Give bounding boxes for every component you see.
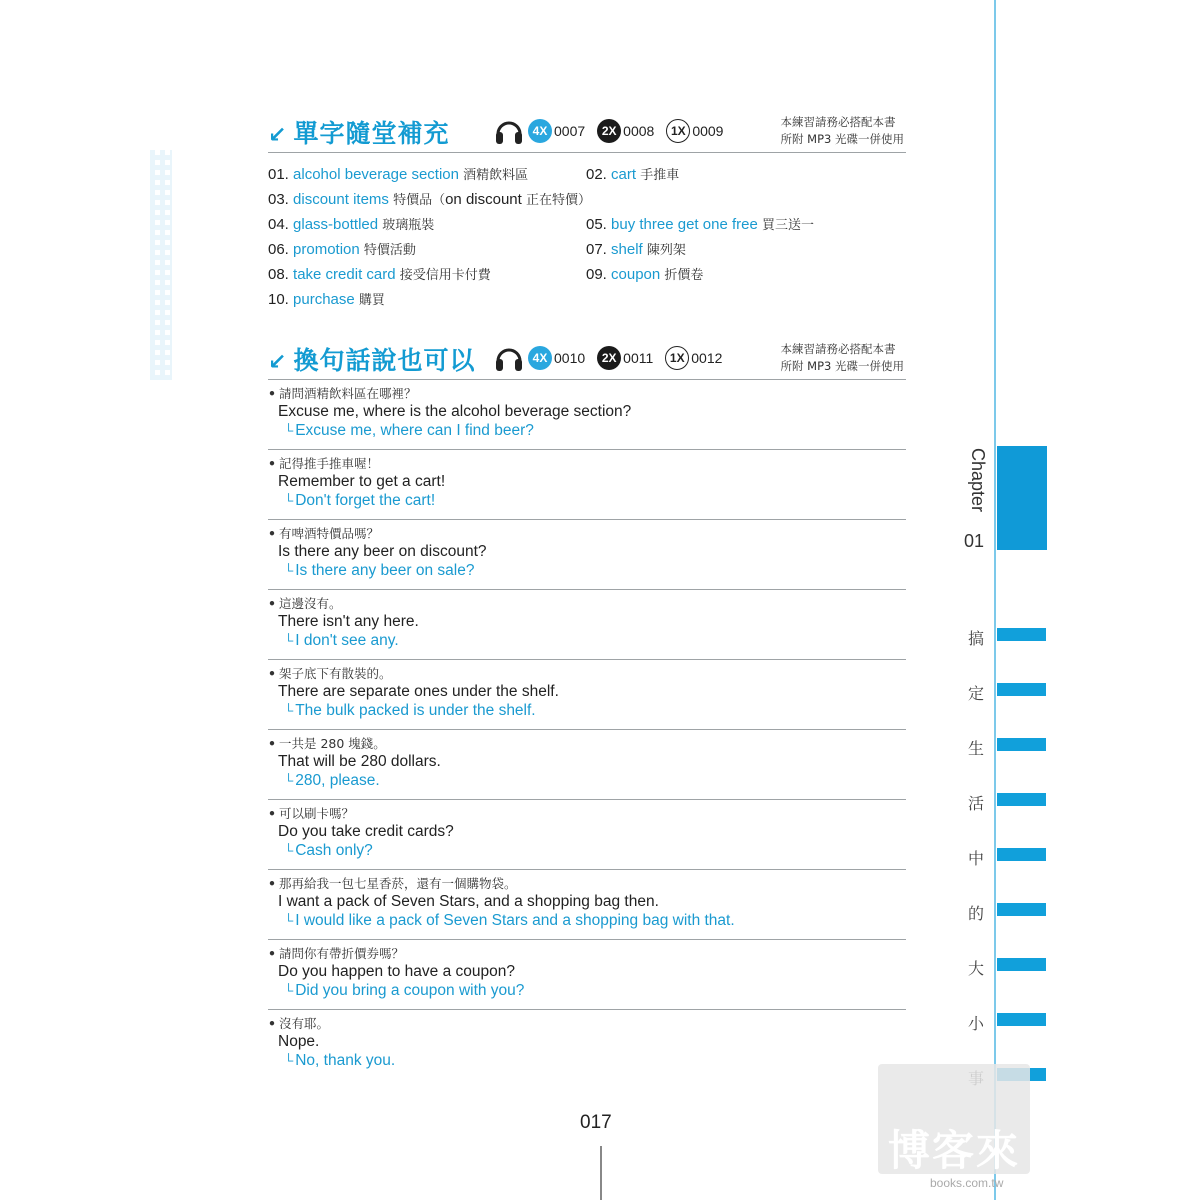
vocab-item: 02. cart 手推車 (586, 166, 680, 183)
chapter-tab-stripe (997, 903, 1046, 916)
chapter-title-char: 搞 (967, 629, 984, 648)
decorative-dot-pattern (150, 150, 172, 380)
speed-4x-badge: 4X (528, 119, 552, 143)
page-number: 017 (580, 1112, 612, 1133)
phrase-item: • 可以刷卡嗎？ Do you take credit cards? └ Cash only? (268, 800, 906, 870)
mp3-note: 本練習請務必搭配本書 所附 MP3 光碟一併使用 (780, 342, 904, 373)
track-1x[interactable] (666, 119, 723, 143)
chapter-tab-stripe (997, 848, 1046, 861)
audio-tracks (494, 343, 734, 373)
track-4x[interactable] (528, 346, 585, 370)
track-4x[interactable] (528, 119, 585, 143)
chapter-tab-stripe (997, 1013, 1046, 1026)
corner-arrow-icon: └ (284, 493, 294, 508)
spine-line (994, 0, 996, 1200)
phrase-item: • 一共是 280 塊錢。 That will be 280 dollars. └ 280, please. (268, 730, 906, 800)
chapter-number: 01 (964, 531, 985, 551)
speed-1x-badge: 1X (665, 346, 689, 370)
chapter-tab-stripe (997, 683, 1046, 696)
track-code: 0009 (692, 123, 724, 139)
speed-1x-badge: 1X (666, 119, 690, 143)
chapter-title-char: 小 (967, 1014, 984, 1033)
bullet-icon: • (268, 1016, 276, 1031)
corner-arrow-icon: └ (284, 633, 294, 648)
corner-arrow-icon: └ (284, 983, 294, 998)
corner-arrow-icon: └ (284, 913, 294, 928)
track-2x[interactable] (597, 346, 653, 370)
phrase-item: • 記得推手推車喔！ Remember to get a cart! └ Don't forget the cart! (268, 450, 906, 520)
bullet-icon: • (268, 456, 276, 471)
track-2x[interactable] (597, 119, 654, 143)
chapter-tab-stripe (997, 738, 1046, 751)
headphones-icon[interactable] (494, 343, 524, 373)
phrase-section-header (268, 337, 906, 380)
page-divider (600, 1146, 602, 1200)
phrase-item: • 那再給我一包七星香菸，還有一個購物袋。 I want a pack of Seven Stars, and a shopping bag then. └ I would like a pack of Seven Stars and a shopping bag with that. (268, 870, 906, 940)
corner-arrow-icon: └ (284, 423, 294, 438)
phrase-list (268, 380, 906, 1079)
phrase-item: • 架子底下有散裝的。 There are separate ones under the shelf. └ The bulk packed is under the shelf. (268, 660, 906, 730)
bullet-icon: • (268, 526, 276, 541)
speed-2x-badge: 2X (597, 119, 621, 143)
chapter-label: Chapter (968, 448, 988, 513)
phrase-item: • 這邊沒有。 There isn't any here. └ I don't see any. (268, 590, 906, 660)
vocab-item: 07. shelf 陳列架 (586, 241, 686, 258)
bullet-icon: • (268, 666, 276, 681)
corner-arrow-icon: └ (284, 563, 294, 578)
bullet-icon: • (268, 386, 276, 401)
chapter-title-char: 活 (967, 794, 984, 813)
track-code: 0012 (691, 350, 723, 366)
vocab-list (268, 161, 906, 313)
chapter-tab-stripe (997, 628, 1046, 641)
chapter-title-char: 的 (967, 904, 984, 923)
watermark-text: 博客來 (888, 1126, 1021, 1175)
track-code: 0007 (554, 123, 586, 139)
phrase-item: • 請問你有帶折價券嗎？ Do you happen to have a coupon? └ Did you bring a coupon with you? (268, 940, 906, 1010)
vocab-item: 01. alcohol beverage section 酒精飲料區 (268, 166, 529, 183)
vocab-item: 06. promotion 特價活動 (268, 241, 416, 258)
chapter-title-char: 定 (967, 684, 984, 703)
chapter-title-char: 生 (967, 739, 984, 758)
chapter-title-char: 大 (967, 959, 984, 978)
arrow-icon: ↙ (268, 350, 288, 375)
phrase-item: • 沒有耶。 Nope. └ No, thank you. (268, 1016, 396, 1069)
vocab-item: 05. buy three get one free 買三送一 (586, 216, 814, 233)
bullet-icon: • (268, 876, 276, 891)
phrase-item: • 有啤酒特價品嗎？ Is there any beer on discount? └ Is there any beer on sale? (268, 520, 906, 590)
page-content (268, 110, 906, 1079)
track-1x[interactable] (665, 346, 722, 370)
headphones-icon[interactable] (494, 116, 524, 146)
vocab-item: 03. discount items 特價品（on discount 正在特價） (268, 191, 592, 208)
bullet-icon: • (268, 806, 276, 821)
mp3-note: 本練習請務必搭配本書 所附 MP3 光碟一併使用 (780, 115, 904, 146)
track-code: 0011 (623, 350, 654, 366)
vocab-section-header (268, 110, 906, 153)
corner-arrow-icon: └ (284, 773, 294, 788)
speed-2x-badge: 2X (597, 346, 621, 370)
vocab-item: 04. glass-bottled 玻璃瓶裝 (268, 216, 435, 233)
bullet-icon: • (268, 946, 276, 961)
audio-tracks (494, 116, 735, 146)
watermark-url: books.com.tw (930, 1176, 1004, 1190)
speed-4x-badge: 4X (528, 346, 552, 370)
bullet-icon: • (268, 596, 276, 611)
vocab-item: 09. coupon 折價卷 (586, 266, 704, 283)
corner-arrow-icon: └ (284, 1053, 294, 1068)
chapter-title-char: 中 (967, 849, 984, 868)
corner-arrow-icon: └ (284, 703, 294, 718)
arrow-icon: ↙ (268, 123, 288, 148)
track-code: 0010 (554, 350, 586, 366)
corner-arrow-icon: └ (284, 843, 294, 858)
phrase-section-title: ↙ 換句話說也可以 (268, 346, 476, 375)
phrase-item: • 請問酒精飲料區在哪裡？ Excuse me, where is the alcohol beverage section? └ Excuse me, where can I find beer? (268, 380, 906, 450)
vocab-section-title: ↙ 單字隨堂補充 (268, 119, 450, 148)
chapter-tab-stripe (997, 958, 1046, 971)
vocab-item: 08. take credit card 接受信用卡付費 (268, 266, 491, 283)
track-code: 0008 (623, 123, 655, 139)
vocab-item: 10. purchase 購買 (268, 291, 385, 308)
chapter-tab-stripe (997, 793, 1046, 806)
chapter-tab-block (997, 446, 1047, 550)
bullet-icon: • (268, 736, 276, 751)
